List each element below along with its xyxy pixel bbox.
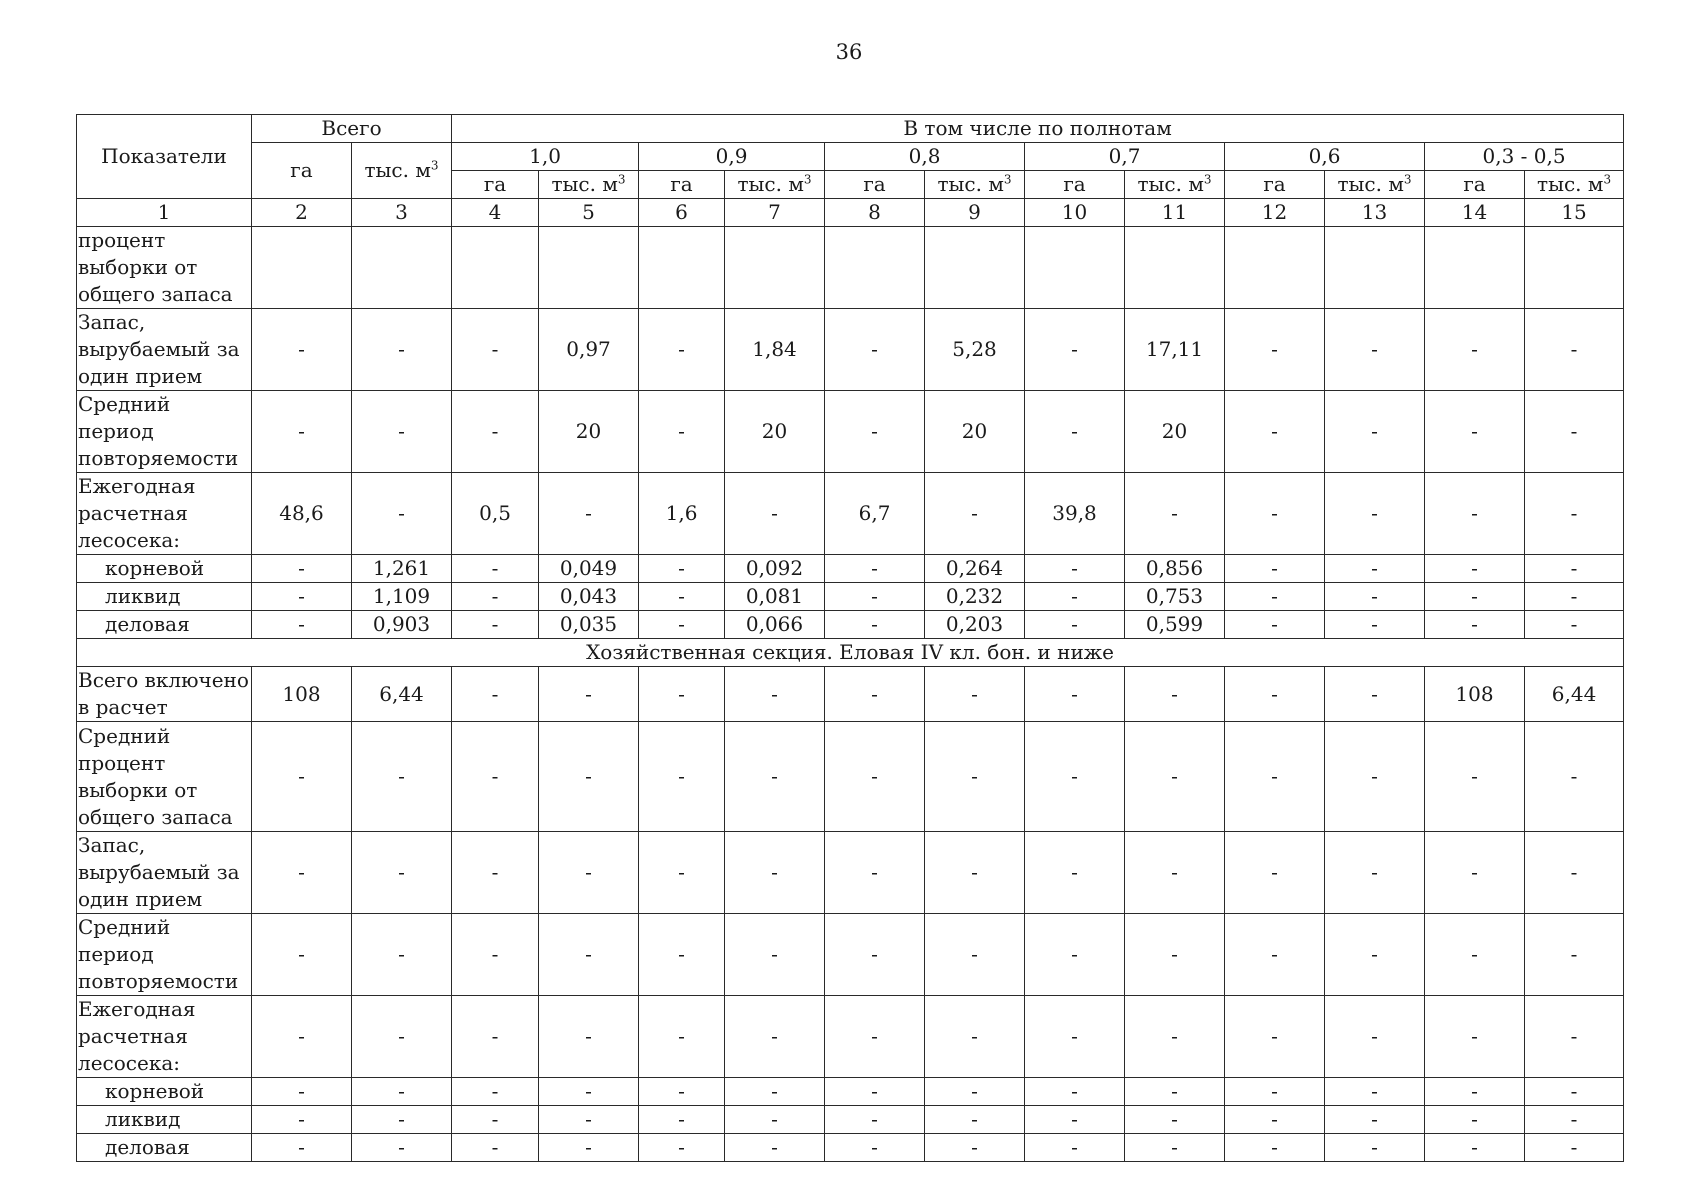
- table-cell: -: [1325, 832, 1425, 914]
- table-cell: -: [1325, 473, 1425, 555]
- table-cell: -: [1325, 914, 1425, 996]
- table-cell: -: [639, 1106, 725, 1134]
- table-cell: -: [252, 996, 352, 1078]
- table-cell: -: [352, 722, 452, 832]
- table-cell: 5,28: [925, 309, 1025, 391]
- table-cell: -: [825, 996, 925, 1078]
- table-cell: -: [925, 914, 1025, 996]
- header-density: 0,7: [1025, 143, 1225, 171]
- header-unit-ha: га: [825, 171, 925, 199]
- table-cell: -: [352, 391, 452, 473]
- table-cell: -: [252, 914, 352, 996]
- table-cell: -: [1425, 914, 1525, 996]
- table-cell: -: [825, 667, 925, 722]
- table-cell: -: [825, 611, 925, 639]
- table-cell: -: [1025, 583, 1125, 611]
- header-unit-vol: тыс. $м^3$: [925, 171, 1025, 199]
- table-cell: -: [1125, 473, 1225, 555]
- table-cell: -: [639, 391, 725, 473]
- column-number: 9: [925, 199, 1025, 227]
- row-label: деловая: [77, 1134, 252, 1162]
- table-cell: 20: [1125, 391, 1225, 473]
- table-cell: -: [1125, 914, 1225, 996]
- column-number: 12: [1225, 199, 1325, 227]
- density-header-row: [77, 143, 1624, 171]
- table-row: [77, 555, 1624, 583]
- table-cell: [1525, 227, 1624, 309]
- table-cell: [539, 227, 639, 309]
- table-cell: 6,7: [825, 473, 925, 555]
- table-cell: -: [639, 583, 725, 611]
- table-cell: -: [452, 391, 539, 473]
- row-label: Запас, вырубаемый за один прием: [77, 832, 252, 914]
- table-cell: -: [1425, 555, 1525, 583]
- header-total: Всего: [252, 115, 452, 143]
- table-cell: -: [1425, 1134, 1525, 1162]
- table-cell: -: [639, 1134, 725, 1162]
- table-cell: -: [1125, 722, 1225, 832]
- table-cell: 108: [252, 667, 352, 722]
- table-cell: -: [1225, 667, 1325, 722]
- table-cell: -: [925, 473, 1025, 555]
- table-cell: -: [925, 1106, 1025, 1134]
- table-cell: -: [1025, 722, 1125, 832]
- table-cell: -: [1125, 1106, 1225, 1134]
- table-cell: -: [1225, 1078, 1325, 1106]
- header-unit-vol: тыс. $м^3$: [1525, 171, 1624, 199]
- header-density: 0,9: [639, 143, 825, 171]
- row-label: процент выборки от общего запаса: [77, 227, 252, 309]
- table-cell: -: [1025, 611, 1125, 639]
- table-cell: -: [1025, 667, 1125, 722]
- table-cell: -: [452, 914, 539, 996]
- row-label: ликвид: [77, 583, 252, 611]
- table-cell: 0,043: [539, 583, 639, 611]
- harvest-table: [76, 114, 1624, 1162]
- table-cell: [352, 227, 452, 309]
- table-cell: -: [925, 832, 1025, 914]
- table-cell: -: [1325, 583, 1425, 611]
- header-by-density: В том числе по полнотам: [452, 115, 1624, 143]
- page-number: 36: [835, 40, 863, 64]
- table-cell: 0,092: [725, 555, 825, 583]
- table-cell: -: [452, 722, 539, 832]
- table-cell: 0,903: [352, 611, 452, 639]
- table-cell: -: [1225, 722, 1325, 832]
- table-cell: -: [352, 1106, 452, 1134]
- table-row: [77, 914, 1624, 996]
- table-cell: -: [452, 583, 539, 611]
- table-cell: -: [825, 832, 925, 914]
- table-cell: -: [1025, 914, 1125, 996]
- column-number: 13: [1325, 199, 1425, 227]
- table-cell: -: [539, 996, 639, 1078]
- column-number: 5: [539, 199, 639, 227]
- table-cell: -: [725, 832, 825, 914]
- table-cell: -: [1225, 1134, 1325, 1162]
- row-label: Всего включено в расчет: [77, 667, 252, 722]
- table-cell: -: [1125, 1134, 1225, 1162]
- table-cell: 0,5: [452, 473, 539, 555]
- header-unit-vol: тыс. $м^3$: [539, 171, 639, 199]
- table-cell: -: [452, 1106, 539, 1134]
- table-cell: 6,44: [1525, 667, 1624, 722]
- table-cell: -: [639, 1078, 725, 1106]
- table-cell: 0,856: [1125, 555, 1225, 583]
- table-cell: -: [539, 832, 639, 914]
- table-cell: -: [1225, 996, 1325, 1078]
- table-cell: -: [725, 667, 825, 722]
- table-cell: -: [1525, 722, 1624, 832]
- table-cell: -: [1025, 832, 1125, 914]
- table-cell: -: [252, 1078, 352, 1106]
- table-cell: -: [725, 914, 825, 996]
- table-cell: -: [1125, 667, 1225, 722]
- header-unit-ha: га: [1225, 171, 1325, 199]
- table-row: [77, 227, 1624, 309]
- table-cell: -: [1525, 914, 1624, 996]
- table-cell: -: [1225, 309, 1325, 391]
- table-cell: -: [925, 722, 1025, 832]
- header-unit-ha: га: [452, 171, 539, 199]
- row-label: Ежегодная расчетная лесосека:: [77, 996, 252, 1078]
- row-label: Средний период повторяемости: [77, 914, 252, 996]
- table-cell: -: [1025, 391, 1125, 473]
- table-cell: -: [1325, 391, 1425, 473]
- table-cell: -: [1225, 473, 1325, 555]
- table-cell: -: [252, 1134, 352, 1162]
- column-number: 11: [1125, 199, 1225, 227]
- table-row: [77, 473, 1624, 555]
- table-cell: -: [1425, 391, 1525, 473]
- header-unit-ha: га: [1425, 171, 1525, 199]
- table-cell: -: [252, 391, 352, 473]
- table-cell: [452, 227, 539, 309]
- table-cell: -: [452, 1134, 539, 1162]
- table-cell: -: [1225, 583, 1325, 611]
- header-density: 0,6: [1225, 143, 1425, 171]
- table-cell: -: [539, 914, 639, 996]
- table-cell: 6,44: [352, 667, 452, 722]
- table-cell: -: [1525, 996, 1624, 1078]
- table-cell: -: [1525, 1078, 1624, 1106]
- table-cell: -: [1525, 1134, 1624, 1162]
- table-cell: -: [825, 1106, 925, 1134]
- table-cell: -: [452, 611, 539, 639]
- table-cell: -: [1525, 391, 1624, 473]
- header-unit-vol: тыс. $м^3$: [1125, 171, 1225, 199]
- table-cell: -: [1325, 1078, 1425, 1106]
- table-cell: 0,232: [925, 583, 1025, 611]
- table-cell: -: [825, 583, 925, 611]
- row-label: ликвид: [77, 1106, 252, 1134]
- column-number: 1: [77, 199, 252, 227]
- column-number: 15: [1525, 199, 1624, 227]
- table-cell: -: [925, 1078, 1025, 1106]
- table-cell: -: [825, 555, 925, 583]
- column-number: 8: [825, 199, 925, 227]
- table-cell: -: [252, 309, 352, 391]
- table-cell: -: [639, 667, 725, 722]
- table-cell: -: [639, 914, 725, 996]
- table-cell: -: [352, 1134, 452, 1162]
- table-cell: -: [1425, 996, 1525, 1078]
- table-cell: -: [1025, 996, 1125, 1078]
- table-cell: 0,753: [1125, 583, 1225, 611]
- table-cell: -: [825, 1078, 925, 1106]
- column-number: 3: [352, 199, 452, 227]
- table-row: [77, 667, 1624, 722]
- table-cell: -: [1325, 555, 1425, 583]
- table-cell: 20: [725, 391, 825, 473]
- table-cell: -: [725, 1078, 825, 1106]
- table-cell: -: [1425, 583, 1525, 611]
- table-row: [77, 583, 1624, 611]
- row-label: Запас, вырубаемый за один прием: [77, 309, 252, 391]
- table-cell: -: [825, 391, 925, 473]
- table-cell: -: [1125, 996, 1225, 1078]
- table-cell: 1,6: [639, 473, 725, 555]
- table-cell: -: [252, 1106, 352, 1134]
- table-cell: -: [1425, 1078, 1525, 1106]
- column-number: 6: [639, 199, 725, 227]
- row-label: Средний процент выборки от общего запаса: [77, 722, 252, 832]
- table-row: [77, 1106, 1624, 1134]
- table-cell: 20: [539, 391, 639, 473]
- table-cell: -: [352, 473, 452, 555]
- table-cell: -: [1125, 832, 1225, 914]
- table-cell: 20: [925, 391, 1025, 473]
- table-cell: -: [1225, 832, 1325, 914]
- table-cell: -: [1025, 1134, 1125, 1162]
- table-cell: [1325, 227, 1425, 309]
- table-cell: -: [1225, 914, 1325, 996]
- table-cell: -: [1425, 722, 1525, 832]
- table-cell: -: [1225, 611, 1325, 639]
- table-cell: -: [639, 611, 725, 639]
- table-row: [77, 1078, 1624, 1106]
- header-unit-vol: тыс. $м^3$: [725, 171, 825, 199]
- table-row: [77, 832, 1624, 914]
- table-cell: -: [725, 1106, 825, 1134]
- table-cell: -: [1025, 1078, 1125, 1106]
- table-cell: [825, 227, 925, 309]
- table-cell: [1425, 227, 1525, 309]
- table-cell: -: [725, 1134, 825, 1162]
- table-row: [77, 1134, 1624, 1162]
- table-cell: -: [725, 722, 825, 832]
- table-cell: 0,264: [925, 555, 1025, 583]
- table-cell: -: [1325, 309, 1425, 391]
- header-total-vol: тыс. $м^3$: [352, 143, 452, 199]
- table-header: [77, 115, 1624, 227]
- table-cell: -: [1325, 611, 1425, 639]
- table-cell: 108: [1425, 667, 1525, 722]
- table-cell: 1,109: [352, 583, 452, 611]
- table-cell: -: [539, 1106, 639, 1134]
- column-number: 14: [1425, 199, 1525, 227]
- table-cell: 0,035: [539, 611, 639, 639]
- table-cell: -: [452, 832, 539, 914]
- table-cell: -: [1425, 473, 1525, 555]
- table-cell: -: [1025, 309, 1125, 391]
- table-cell: -: [725, 473, 825, 555]
- table-cell: 0,049: [539, 555, 639, 583]
- table-cell: -: [252, 832, 352, 914]
- row-label: деловая: [77, 611, 252, 639]
- table-cell: -: [1325, 722, 1425, 832]
- table-cell: -: [539, 667, 639, 722]
- header-density: 0,8: [825, 143, 1025, 171]
- table-cell: -: [452, 555, 539, 583]
- table-cell: 0,97: [539, 309, 639, 391]
- table-cell: -: [639, 832, 725, 914]
- table-cell: [1225, 227, 1325, 309]
- row-label: корневой: [77, 1078, 252, 1106]
- section-title: Хозяйственная секция. Еловая IV кл. бон. и ниже: [77, 639, 1624, 667]
- column-number: 4: [452, 199, 539, 227]
- header-indicators: Показатели: [77, 115, 252, 199]
- table-row: [77, 722, 1624, 832]
- column-number-row: [77, 199, 1624, 227]
- row-label: Средний период повторяемости: [77, 391, 252, 473]
- table-cell: -: [252, 611, 352, 639]
- table-cell: -: [1525, 309, 1624, 391]
- column-number: 10: [1025, 199, 1125, 227]
- table-cell: -: [925, 1134, 1025, 1162]
- table-cell: 17,11: [1125, 309, 1225, 391]
- table-cell: -: [639, 309, 725, 391]
- table-cell: [252, 227, 352, 309]
- table-cell: -: [1425, 309, 1525, 391]
- table-cell: -: [539, 722, 639, 832]
- table-cell: -: [1025, 1106, 1125, 1134]
- table-cell: [725, 227, 825, 309]
- table-cell: -: [825, 309, 925, 391]
- table-cell: 0,203: [925, 611, 1025, 639]
- table-cell: -: [639, 722, 725, 832]
- table-cell: [1125, 227, 1225, 309]
- table-cell: [1025, 227, 1125, 309]
- table-body-part2: [77, 667, 1624, 1162]
- table-cell: -: [252, 555, 352, 583]
- table-cell: 39,8: [1025, 473, 1125, 555]
- table-cell: -: [1525, 832, 1624, 914]
- table-row: [77, 996, 1624, 1078]
- header-density: 0,3 - 0,5: [1425, 143, 1624, 171]
- table-cell: -: [1325, 996, 1425, 1078]
- table-cell: -: [1225, 555, 1325, 583]
- table-cell: -: [1525, 611, 1624, 639]
- header-total-ha: га: [252, 143, 352, 199]
- table-cell: 0,081: [725, 583, 825, 611]
- table-cell: -: [539, 1134, 639, 1162]
- table-row: [77, 611, 1624, 639]
- table-cell: -: [925, 996, 1025, 1078]
- table-cell: 48,6: [252, 473, 352, 555]
- row-label: корневой: [77, 555, 252, 583]
- table-cell: -: [725, 996, 825, 1078]
- table-row: [77, 391, 1624, 473]
- table-row: [77, 309, 1624, 391]
- header-unit-ha: га: [1025, 171, 1125, 199]
- table-cell: -: [1425, 832, 1525, 914]
- table-cell: 1,84: [725, 309, 825, 391]
- table-body-part1: [77, 227, 1624, 639]
- table-cell: -: [1125, 1078, 1225, 1106]
- table-cell: -: [639, 555, 725, 583]
- table-cell: -: [352, 996, 452, 1078]
- column-number: 2: [252, 199, 352, 227]
- table-cell: -: [452, 309, 539, 391]
- table-cell: -: [452, 667, 539, 722]
- table-cell: -: [1525, 583, 1624, 611]
- header-density: 1,0: [452, 143, 639, 171]
- table-cell: -: [825, 722, 925, 832]
- table-cell: -: [925, 667, 1025, 722]
- section-title-body: [77, 639, 1624, 667]
- table-cell: -: [1425, 611, 1525, 639]
- table-cell: -: [1525, 1106, 1624, 1134]
- header-unit-ha: га: [639, 171, 725, 199]
- table-cell: -: [1325, 1134, 1425, 1162]
- table-cell: -: [352, 309, 452, 391]
- table-cell: -: [252, 722, 352, 832]
- table-cell: -: [352, 1078, 452, 1106]
- table-cell: -: [639, 996, 725, 1078]
- table-cell: -: [352, 914, 452, 996]
- header-unit-vol: тыс. $м^3$: [1325, 171, 1425, 199]
- table-cell: -: [1325, 1106, 1425, 1134]
- table-cell: -: [452, 1078, 539, 1106]
- table-cell: -: [825, 1134, 925, 1162]
- table-cell: -: [452, 996, 539, 1078]
- table-cell: -: [539, 473, 639, 555]
- table-cell: -: [352, 832, 452, 914]
- table-cell: [639, 227, 725, 309]
- table-cell: 0,599: [1125, 611, 1225, 639]
- table-cell: -: [825, 914, 925, 996]
- table-cell: -: [539, 1078, 639, 1106]
- table-cell: -: [1325, 667, 1425, 722]
- table-cell: -: [252, 583, 352, 611]
- table-cell: 1,261: [352, 555, 452, 583]
- table-cell: [925, 227, 1025, 309]
- table-cell: -: [1525, 473, 1624, 555]
- row-label: Ежегодная расчетная лесосека:: [77, 473, 252, 555]
- table-cell: -: [1025, 555, 1125, 583]
- table-cell: -: [1225, 1106, 1325, 1134]
- column-number: 7: [725, 199, 825, 227]
- table-cell: -: [1225, 391, 1325, 473]
- table-cell: -: [1425, 1106, 1525, 1134]
- table-cell: 0,066: [725, 611, 825, 639]
- table-cell: -: [1525, 555, 1624, 583]
